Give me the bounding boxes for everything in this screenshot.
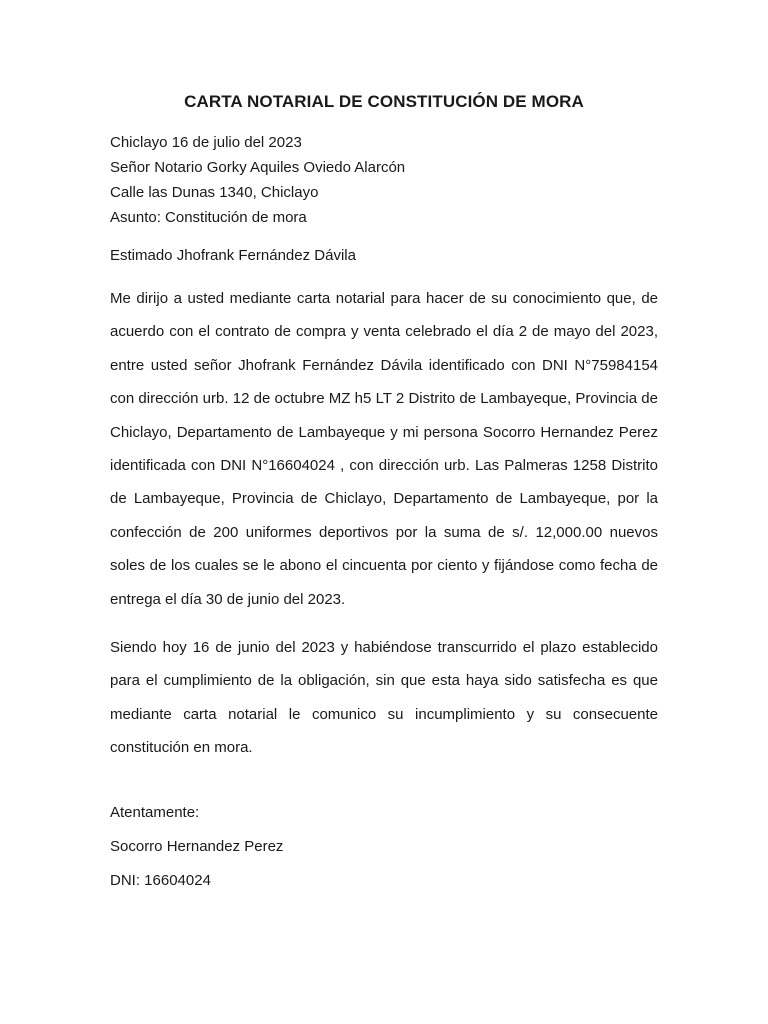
document-title: CARTA NOTARIAL DE CONSTITUCIÓN DE MORA	[184, 92, 584, 111]
body-paragraph-2: Siendo hoy 16 de junio del 2023 y habiéndose transcurrido el plazo establecido para el cumplimiento de la obligación, sin que esta haya sido satisfecha es que mediante carta notarial le comunico su incumplimiento y su consecuente constitución en mora.	[110, 639, 658, 757]
subject-line: Asunto: Constitución de mora	[110, 209, 307, 226]
recipient: Señor Notario Gorky Aquiles Oviedo Alarcón	[110, 159, 406, 176]
recipient-address: Calle las Dunas 1340, Chiclayo	[110, 184, 319, 201]
body-paragraph-1: Me dirijo a usted mediante carta notarial para hacer de su conocimiento que, de acuerdo con el contrato de compra y venta celebrado el día 2 de mayo del 2023, entre usted señor Jhofrank Fernández Dávila identificado con DNI N°75984154 con dirección urb. 12 de octubre MZ h5 LT 2 Distrito de Lambayeque, Provincia de Chiclayo, Departamento de Lambayeque y mi persona Socorro Hernandez Perez identificada con DNI N°16604024 , con dirección urb. Las Palmeras 1258 Distrito de Lambayeque, Provincia de Chiclayo, Departamento de Lambayeque, por la confección de 200 uniformes deportivos por la suma de s/. 12,000.00 nuevos soles de los cuales se le abono el cincuenta por ciento y fijándose como fecha de entrega el día 30 de junio del 2023.	[110, 290, 658, 608]
letter-header	[110, 130, 670, 230]
place-date: Chiclayo 16 de julio del 2023	[110, 134, 302, 151]
closing-farewell: Atentamente:	[110, 804, 200, 821]
greeting: Estimado Jhofrank Fernández Dávila	[110, 247, 356, 264]
signer-id: DNI: 16604024	[110, 872, 211, 889]
signer-name: Socorro Hernandez Perez	[110, 838, 284, 855]
